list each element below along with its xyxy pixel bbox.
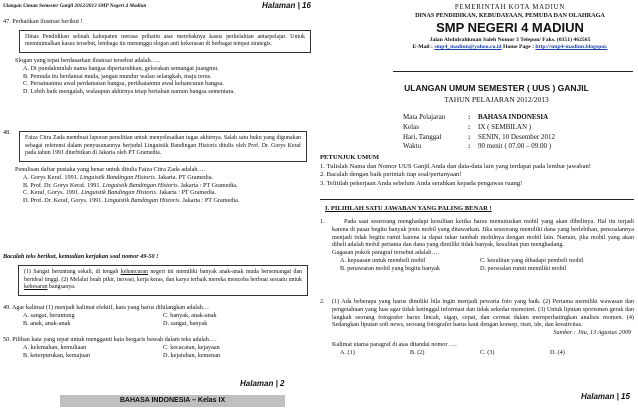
instruction-3: 3. Telitilah pekerjaan Anda sebelum Anda serahkan kepada pengawas ruang! bbox=[320, 179, 523, 187]
q48-option-a[interactable]: A. Gorys Keraf. 1991. Linguistik Bandingan Historis. Jakarta. PT Gramedia. bbox=[23, 173, 214, 181]
q2-source: Sumber : Jitu, 13 Agustus 2009 bbox=[553, 329, 631, 336]
q1-stem: Gagasan pokok paragraf tersebut adalah…. bbox=[332, 249, 440, 256]
letterhead bbox=[319, 4, 631, 51]
q1-option-b[interactable]: B. penawaran mobil yang begitu banyak bbox=[340, 264, 441, 272]
q50-option-c[interactable]: C. kecacatan, kejayaan bbox=[163, 343, 220, 351]
question-50 bbox=[3, 336, 315, 359]
q47-option-b[interactable]: B. Pemuda itu berdamai muda, jangan mundur walau selangkah, maju terus. bbox=[23, 72, 212, 80]
kop-address: Jalan Abdulrahkman Saleh Nomor 3 Telepon/ Faks. (0351) 462565 bbox=[429, 37, 591, 44]
q2-paragraph: (1) Ada beberapa yang harus dimiliki bila ingin menjadi pewarta foto yang baik. (2) Pertama memiliki wawasan dan pengetahuan yang luas agar tidak ketinggal informasi dan tidak sekedar memotret. (3) Untuk liputan sportsmen gerak dan langkah seorang fotografer harus lincah, sigap, cepat, dan cermat dalam memperhatingkan analisis momen. (4) Sedangkan liputan soft news, seorang fotografer harus kaut dengan konsep, riset, ide, dan kreativitas. bbox=[332, 298, 634, 329]
q47-option-a[interactable]: A. Di pundakmulah nama bangsa dipertaruhkan, gelorakan semangat juangmu. bbox=[23, 64, 219, 72]
left-footer-page: Halaman | 2 bbox=[240, 379, 285, 388]
right-page bbox=[319, 0, 638, 410]
general-instructions bbox=[320, 154, 635, 188]
q47-stem: Slogan yang tepat berdasarkan ilustrasi tersebut adalah….. bbox=[15, 57, 161, 65]
q1-option-a[interactable]: A. kepuasan untuk membeli mobil bbox=[340, 256, 426, 264]
text-heading: Bacalah teks berikut, kemudian kerjakan soal nomor 49-50 ! bbox=[3, 253, 159, 260]
instructions-divider bbox=[320, 199, 634, 200]
instructions-title: PETUNJUK UMUM bbox=[320, 154, 380, 161]
kop-contact: E-Mail : smp4_madiun@yahoo.co.id Home Page : http://smp4-madiun.blogspot. bbox=[412, 44, 608, 51]
q49-option-c[interactable]: C. banyak, anak-anak bbox=[163, 311, 217, 319]
q50-option-b[interactable]: B. keterpurukan, kemajuan bbox=[23, 351, 91, 359]
q48-number: 48. bbox=[3, 129, 11, 136]
q48-option-d[interactable]: D. Prof. Dr. Keraf, Gorys. 1991. Linguistik Bandingan Historis. Jakarta : PT Gramedia. bbox=[23, 197, 240, 205]
q49-option-a[interactable]: A. sangat, beruntung bbox=[23, 311, 75, 319]
right-footer-page: Halaman | 15 bbox=[581, 392, 630, 401]
q49-option-d[interactable]: D. sangat, banyak bbox=[163, 319, 208, 327]
homepage-link[interactable]: http://smp4-madiun.blogspot. bbox=[535, 44, 608, 51]
q1-paragraph: Pada saat seseorang menghadapi kesulitan ketika harus memutuskan mobil yang akan dibelinya. Hal itu terjadi karena di pasar begitu banyak jenis mobil yang ditawarkan. Jika seseorang memiliki dana yang berlebihan, pensoalannya menjadi tidak begitu rumit karena ia dapat tukar tambah mobilnya dengan mobil lain. Namun, jika mobil yang akan dibeli adalah mobil pertama dan dana yang dimiliki tidak banyak, kesulitan pun menghadang. bbox=[332, 218, 634, 249]
q1-option-d[interactable]: D. persoalan rumit memiliki mobil bbox=[480, 264, 567, 272]
q47-text: Perhatikan ilustrasi berikut ! bbox=[12, 18, 83, 25]
question-48 bbox=[3, 129, 315, 205]
q2-option-a[interactable]: A. (1) bbox=[340, 348, 355, 356]
exam-meta: Mata Pelajaran : BAHASA INDONESIA Kelas : IX ( SEMBILAN ) Hari, Tanggal : SENIN, 10 Desember 2012 Waktu : 90 menit ( 07.00 – 09.00 ) bbox=[403, 113, 555, 151]
q1-number: 1. bbox=[320, 218, 325, 225]
left-header-page: Halaman | 16 bbox=[262, 1, 311, 10]
section-heading: I. PILIHLAH SATU JAWABAN YANG PALING BENAR ! bbox=[325, 205, 492, 212]
question-47 bbox=[3, 18, 315, 96]
question-2 bbox=[320, 298, 635, 356]
question-49 bbox=[3, 304, 315, 327]
q48-option-b[interactable]: B. Prof. Dr. Gorys Keraf. 1991. Linguistik Bandingan Historis. Jakarta : PT Gramedia. bbox=[23, 181, 238, 189]
q2-option-c[interactable]: C. (3) bbox=[480, 348, 495, 356]
exam-title: ULANGAN UMUM SEMESTER ( UUS ) GANJIL bbox=[404, 83, 589, 93]
q2-stem: Kalimat utama paragraf di atas ditandai nomor …. bbox=[332, 340, 457, 348]
q50-stem: 50. Pilihan kata yang tepat untuk mengganti kata bergaris bawah dalam teks adalah…. bbox=[3, 336, 217, 343]
q2-number: 2. bbox=[320, 298, 325, 305]
q47-option-c[interactable]: C. Persatuanmu awal perdamaian bangsa, pertikaianmu awal kehancuran bangsa. bbox=[23, 80, 224, 88]
q50-option-a[interactable]: A. kelemahan, kemuliaan bbox=[23, 343, 87, 351]
reading-passage-box: (1) Sangat beruntung sekali, di tengah kehancuran negeri ini memiliki banyak anak-anak muda bersemangat dan berideal tinggi. (2) Melalui buah pikir, inovasi, kerja keras, dan karya terbaik mereka mencoba berbuat sesuatu untuk kebesaran bangsanya. bbox=[18, 265, 308, 296]
q2-option-d[interactable]: D. (4) bbox=[550, 348, 565, 356]
kop-school: SMP NEGERI 4 MADIUN bbox=[436, 20, 584, 36]
q49-option-b[interactable]: B. anak, anak-anak bbox=[23, 319, 71, 327]
q50-option-d[interactable]: D. kejatuhan, kemenan bbox=[163, 351, 221, 359]
email-link[interactable]: smp4_madiun@yahoo.co.id bbox=[434, 44, 502, 51]
q47-number: 47. bbox=[3, 18, 11, 25]
q48-option-c[interactable]: C. Keraf, Gorys. 1991. Linguistik Bandingan Historis. Jakarta : PT Gramedia. bbox=[23, 189, 217, 197]
q48-illustration-box: Faiza Citra Zada membuat laporan penelitian untuk menyelesaikan tugas akhirnya. Salah satu buku yang digunakan sebagai referensi dalam penyusunannya berjudul Linguistik Bandingan Historis ditulis oleh Prof. Dr. Gorys Keraf pada tahun 1991 diterbitkan di Jakarta oleh PT Gramedia. bbox=[19, 131, 307, 162]
q2-option-b[interactable]: B. (2) bbox=[410, 348, 425, 356]
q1-option-c[interactable]: C. kesulitan yang dihadapi pembeli mobil bbox=[480, 256, 584, 264]
question-1 bbox=[320, 218, 635, 272]
kop-city: PEMERINTAH KOTA MADIUN bbox=[454, 4, 566, 11]
q47-illustration-box: Dinas Pendidikan sebuah kabupaten merasa prihatin atas merebaknya kasus perkelahian antarpelajar. Untuk meminimalkan kasus tersebut, lembaga itu menunggu slogan anti kekerasan di berbagai tempat strategis. bbox=[19, 30, 311, 53]
instruction-1: 1. Tulislah Nama dan Nomor UUS Ganjil Anda dan data-data lain yang terdapat pada lembar jawaban! bbox=[320, 162, 591, 170]
q49-stem: 49. Agar kalimat (1) menjadi kalimat efektif, kata yang harus dihilangkan adalah… bbox=[3, 304, 210, 311]
q47-option-d[interactable]: D. Lebih baik mengalah, walaupun akhirnya tetap bertahan namun bangsa sementara. bbox=[23, 88, 235, 96]
instruction-2: 2. Bacalah dengan baik perintah tiap soal/pertanyaan! bbox=[320, 171, 462, 179]
q48-stem: Penulisan daftar pustaka yang benar untuk ditulis Faiza Citra Zada adalah…. bbox=[15, 166, 206, 174]
left-footer-bar: BAHASA INDONESIA – Kelas IX bbox=[60, 395, 285, 407]
exam-year: TAHUN PELAJARAN 2012/2013 bbox=[444, 95, 549, 104]
letterhead-divider bbox=[393, 71, 633, 72]
left-header-title: Ulangan Umum Semester Ganjil 2012/2013 SMP Negeri 4 Madiun bbox=[3, 3, 147, 9]
kop-dinas: DINAS PENDIDIKAN, KEBUDAYAAN, PEMUDA DAN OLAHRAGA bbox=[415, 12, 605, 20]
